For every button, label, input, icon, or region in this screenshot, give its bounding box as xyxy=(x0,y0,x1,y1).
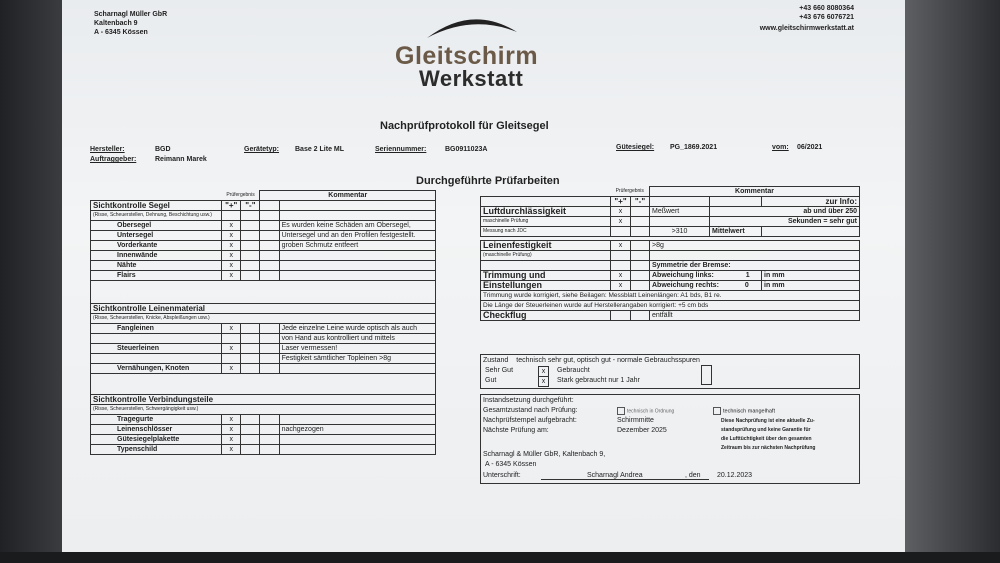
table-row: (Risse, Scheuerstellen, Schwergängigkeit usw.) xyxy=(91,405,436,415)
signature-line xyxy=(541,479,709,480)
table-row: Messung nach JDC >310 Mittelwert xyxy=(481,227,860,237)
leinen-rows xyxy=(91,324,436,374)
meta-vom: vom: xyxy=(772,144,789,151)
gut-checkbox[interactable]: x xyxy=(538,376,549,387)
logo-swoosh-icon xyxy=(422,10,522,40)
segel-title: Sichtkontrolle Segel xyxy=(91,201,222,211)
left-check-table xyxy=(90,190,436,455)
section-title: Durchgeführte Prüfarbeiten xyxy=(416,175,560,187)
table-row: Gütesiegelplakette x xyxy=(91,435,436,445)
unit-2: in mm xyxy=(762,281,860,291)
table-row: Sichtkontrolle Verbindungsteile xyxy=(91,395,436,405)
company-contact: +43 660 8080364 +43 676 6076721 www.gleitschirmwerkstatt.at xyxy=(759,5,854,32)
table-row: (maschinelle Prüfung) xyxy=(481,251,860,261)
meta-hersteller-value: BGD xyxy=(155,146,171,153)
zustand-box: Zustand technisch sehr gut, optisch gut - normale Gebrauchsspuren Sehr Gut x Gebraucht Gut x Stark gebraucht nur 1 Jahr xyxy=(480,354,860,389)
table-row: Untersegel x Untersegel und an den Profilen festgestellt. xyxy=(91,231,436,241)
meta-auftrag: Auftraggeber: xyxy=(90,156,137,163)
table-row: von Hand aus kontrolliert und mittels xyxy=(91,334,436,344)
company-address: Scharnagl Müller GbR Kaltenbach 9 A - 6345 Kössen xyxy=(94,11,168,36)
meta-serien-value: BG0911023A xyxy=(445,146,488,153)
meta-geraetetyp-value: Base 2 Lite ML xyxy=(295,146,345,153)
table-row: Obersegel x Es wurden keine Schäden am Obersegel, xyxy=(91,221,436,231)
meta-guetesiegel: Gütesiegel: xyxy=(616,144,655,151)
meta-hersteller: Hersteller: xyxy=(90,146,125,153)
monitor-bezel-right xyxy=(905,0,1000,563)
table-row: Symmetrie der Bremse: xyxy=(481,261,860,271)
monitor-bezel-left xyxy=(0,0,62,563)
verbindung-rows xyxy=(91,415,436,455)
table-row: Prüfergebnis Kommentar xyxy=(91,191,436,201)
table-row: Sichtkontrolle Leinenmaterial xyxy=(91,304,436,314)
table-row: Trimmung und x Abweichung links: 1 in mm xyxy=(481,271,860,281)
table-row: Einstellungen x Abweichung rechts: 0 in mm xyxy=(481,281,860,291)
pruefung-box: Instandsetzung durchgeführt: Gesamtzustand nach Prüfung: technisch in Ordnung technisch mangelhaft Nachprüfstempel aufgebracht: Schirmmitte Nächste Prüfung am: Dezember 2025 Diese Nachprüfung ist eine aktuelle Zu- standsprüfung und keine Garantie für die Lufttüchtigkeit über den gesamten Zeitraum bis zur nächsten Nachprüfung Scharnagl & Müller GbR, Kaltenbach 9, A - 6345 Kössen Unterschrift: Scharnagl Andrea , den 20.12.2023 xyxy=(480,394,860,484)
monitor-bezel-bottom xyxy=(0,552,1000,563)
segel-rows xyxy=(91,221,436,281)
table-row: Leinenfestigkeit x >8g xyxy=(481,241,860,251)
table-row: Tragegurte x xyxy=(91,415,436,425)
table-row: Steuerleinen x Laser vermessen! xyxy=(91,344,436,354)
meta-serien: Seriennummer: xyxy=(375,146,427,153)
table-row: "+" "-" zur Info: xyxy=(481,197,860,207)
right-check-table xyxy=(480,186,860,321)
meta-auftrag-value: Reimann Marek xyxy=(155,156,207,163)
table-row: Typenschild x xyxy=(91,445,436,455)
meta-vom-value: 06/2021 xyxy=(797,144,823,151)
opt1-checkbox[interactable] xyxy=(617,407,625,415)
stark-checkbox[interactable] xyxy=(701,365,712,385)
opt2-checkbox[interactable] xyxy=(713,407,721,415)
table-row: Fangleinen x Jede einzelne Leine wurde optisch als auch xyxy=(91,324,436,334)
table-row: maschinelle Prüfung x Sekunden = sehr gut xyxy=(481,217,860,227)
table-row: Innenwände x xyxy=(91,251,436,261)
sehr-gut-checkbox[interactable]: x xyxy=(538,366,549,377)
table-row: Prüfergebnis Kommentar xyxy=(481,187,860,197)
table-row: Luftdurchlässigkeit x Meßwert ab und über 250 xyxy=(481,207,860,217)
table-row: Checkflug entfällt xyxy=(481,311,860,321)
table-row: Die Länge der Steuerleinen wurde auf Herstellerangaben korrigiert: +5 cm bds xyxy=(481,301,860,311)
table-row: (Risse, Scheuerstellen, Knicke, Abspleißungen usw.) xyxy=(91,314,436,324)
meta-geraetetyp: Gerätetyp: xyxy=(244,146,280,153)
logo-line1: Gleitschirm xyxy=(395,42,539,70)
protocol-document xyxy=(62,0,905,552)
table-row: Flairs x xyxy=(91,271,436,281)
document-title: Nachprüfprotokoll für Gleitsegel xyxy=(380,120,549,132)
table-row: Vernähungen, Knoten x xyxy=(91,364,436,374)
table-row: Trimmung wurde korrigiert, siehe Beilagen: Messblatt Leinenlängen: A1 bds, B1 re. xyxy=(481,291,860,301)
hinweis-text: Diese Nachprüfung ist eine aktuelle Zu- standsprüfung und keine Garantie für die Lufttüchtigkeit über den gesamten Zeitraum bis zur nächsten Nachprüfung xyxy=(721,418,816,451)
meta-guetesiegel-value: PG_1869.2021 xyxy=(670,144,718,151)
logo-line2: Werkstatt xyxy=(419,66,524,91)
table-row: Leinenschlösser x nachgezogen xyxy=(91,425,436,435)
table-row xyxy=(91,281,436,304)
table-row: Sichtkontrolle Segel "+" "-" xyxy=(91,201,436,211)
table-row xyxy=(91,374,436,395)
table-row: (Risse, Scheuerstellen, Dehnung, Beschichtung usw.) xyxy=(91,211,436,221)
table-row: Vorderkante x groben Schmutz entfeert xyxy=(91,241,436,251)
table-row: Festigkeit sämtlicher Topleinen >8g xyxy=(91,354,436,364)
table-row: Nähte x xyxy=(91,261,436,271)
